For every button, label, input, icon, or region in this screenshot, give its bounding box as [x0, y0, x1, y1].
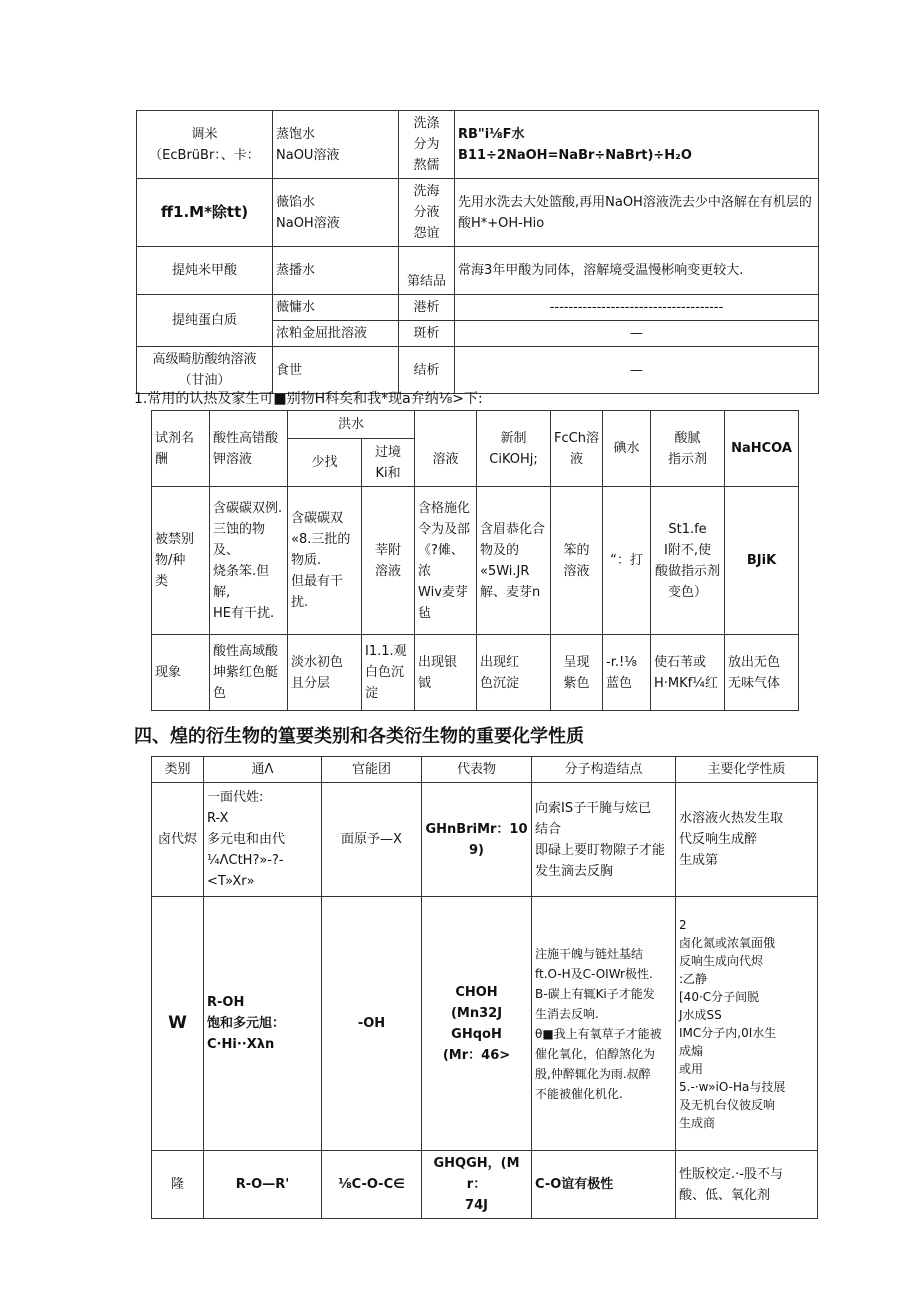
table-row — [137, 179, 819, 247]
representative-cell: GHQGH，(Mr： 74J — [422, 1151, 532, 1219]
table-row — [137, 295, 819, 321]
properties-cell: 水溶液火热发生取 代反响生成醉 生成第 — [676, 783, 818, 897]
data-cell: 呈现 紫色 — [551, 635, 603, 711]
data-cell: 淡水初色 且分层 — [288, 635, 362, 711]
category-cell: 卤代烬 — [152, 783, 204, 897]
table-row — [152, 411, 799, 439]
substance-cell: 高级畸肪酸纳溶液 （甘油） — [137, 347, 273, 394]
data-cell: “：打 — [603, 487, 651, 635]
formula-cell: 一面代姓: R-X 多元电和由代 ¼ΛCtH?»-?- <T»Xr» — [204, 783, 322, 897]
method-cell: 结析 — [399, 347, 455, 394]
header-cell: 酸腻 指示剂 — [651, 411, 725, 487]
reagent-cell: 薇慵水 — [273, 295, 399, 321]
section-heading: 四、煌的衍生物的篁要类别和各类衍生物的重要化学性质 — [134, 726, 584, 747]
representative-cell: GHnBriMr：109) — [422, 783, 532, 897]
reagent-cell: 蒸饱水 NaOU溶液 — [273, 111, 399, 179]
column-header: 官能团 — [322, 757, 422, 783]
header-cell: 试剂名 酬 — [152, 411, 210, 487]
note-cell: 常海3年甲酸为同体，溶解境受温慢彬响变更较大. — [455, 247, 819, 295]
purification-table — [136, 110, 819, 394]
reagent-cell: 浓粕金屈批溶液 — [273, 321, 399, 347]
header-cell: 少找 — [288, 439, 362, 487]
data-cell: BJiK — [725, 487, 799, 635]
table-row — [152, 487, 799, 635]
data-cell: 含眉恭化合 物及的 «5Wi.JR 解、麦芽n — [477, 487, 551, 635]
reagent-identification-table — [151, 410, 799, 711]
data-cell: -r.!⅛ 蓝色 — [603, 635, 651, 711]
table-row — [152, 783, 818, 897]
group-cell: ⅛C-O-C∈ — [322, 1151, 422, 1219]
reagent-cell: 食世 — [273, 347, 399, 394]
table-row — [152, 1151, 818, 1219]
data-cell: 酸性高域酸 坤紫红色艇 色 — [210, 635, 288, 711]
table-row — [152, 897, 818, 1151]
header-cell: FcCh溶 液 — [551, 411, 603, 487]
data-cell: 含碳碳双例. 三蚀的物及、 烧条笨.但解, HE有干扰. — [210, 487, 288, 635]
note-cell: — — [455, 347, 819, 394]
derivatives-table — [151, 756, 818, 1219]
structure-cell: C-O谊有极性 — [532, 1151, 676, 1219]
header-cell: 碘水 — [603, 411, 651, 487]
data-cell: 放出无色 无味气体 — [725, 635, 799, 711]
group-cell: -OH — [322, 897, 422, 1151]
section-note: 1.常用的认热及家生可■别物H科矣和我*现a弁纳⅛>下: — [134, 391, 483, 407]
header-cell: 酸性高错酸 钾溶液 — [210, 411, 288, 487]
data-cell: I1.1.观 白色沉 淀 — [362, 635, 415, 711]
row-label: 现象 — [152, 635, 210, 711]
properties-cell: 2 卤化氮或浓氧面俄 反响生成向代烬 :乙静 [40·C分子间脱 J水成SS IMC分子内,0I水生 成煽 或用 5.-·w»iO-Ha与技展 及无机台仪彼反响 生成商 — [676, 897, 818, 1151]
method-cell: 洗海 分液 怨谊 — [399, 179, 455, 247]
header-cell: 过境 Ki和 — [362, 439, 415, 487]
table-row — [137, 347, 819, 394]
formula-cell: R-OH 饱和多元旭： C·Hi··Xλn — [204, 897, 322, 1151]
note-cell: — — [455, 321, 819, 347]
reagent-cell: 蒸播水 — [273, 247, 399, 295]
representative-cell: CHOH (Mn32J GHqoH (Mr：46> — [422, 897, 532, 1151]
table-header-row — [152, 757, 818, 783]
table-row — [137, 111, 819, 179]
data-cell: 使石苇或 H·MKf¼红 — [651, 635, 725, 711]
category-cell: W — [152, 897, 204, 1151]
note-cell: 先用水洗去大处篮酸,再用NaOH溶液洗去少中洛解在有机层的酸H*+OH-Hio — [455, 179, 819, 247]
column-header: 类别 — [152, 757, 204, 783]
substance-cell: 提纯蛋白质 — [137, 295, 273, 347]
data-cell: 含碳碳双 «8.三批的 物质. 但最有干 扰. — [288, 487, 362, 635]
header-cell: 新制 CiKOHj; — [477, 411, 551, 487]
column-header: 通Λ — [204, 757, 322, 783]
note-cell: RB"i⅛F水 B11÷2NaOH=NaBr÷NaBrt)÷H₂O — [455, 111, 819, 179]
category-cell: 隆 — [152, 1151, 204, 1219]
data-cell: 出现红 色沉淀 — [477, 635, 551, 711]
substance-cell: ff1.M*除tt) — [137, 179, 273, 247]
formula-cell: R-O—R' — [204, 1151, 322, 1219]
header-cell: 溶液 — [415, 411, 477, 487]
data-cell: 莘附 溶液 — [362, 487, 415, 635]
table-row — [137, 247, 819, 295]
structure-cell: 注施干魄与链灶基结 ft.O-H及C-OIWr极性. B-碳上有辄Ki子才能发 生消去反响. θ■我上有氧草子才能被 催化氧化，伯醇煞化为 殷,仲醉辄化为雨.叔醉 不能被催化机化. — [532, 897, 676, 1151]
structure-cell: 向索IS子干腌与炫已 结合 即碌上要盯物隙子才能 发生滴去反胸 — [532, 783, 676, 897]
group-cell: 面原予—X — [322, 783, 422, 897]
column-header: 主要化学性质 — [676, 757, 818, 783]
substance-cell: 提炖米甲酸 — [137, 247, 273, 295]
column-header: 代表物 — [422, 757, 532, 783]
data-cell: St1.fe I附不,使 酸做指示剂 变色） — [651, 487, 725, 635]
properties-cell: 性版校定.·-股不与 酸、低、氧化剂 — [676, 1151, 818, 1219]
method-cell: 洗涤 分为 熬儒 — [399, 111, 455, 179]
data-cell: 含格施化 令为及部 《?傩、浓 Wiv麦芽 毡 — [415, 487, 477, 635]
data-cell: 笨的 溶液 — [551, 487, 603, 635]
method-cell: 斑析 — [399, 321, 455, 347]
method-cell: 第结品 — [399, 247, 455, 295]
column-header: 分子构造结点 — [532, 757, 676, 783]
substance-cell: 调米 （EcBrüBr：、卡： — [137, 111, 273, 179]
table-row — [152, 635, 799, 711]
note-cell: ------------------------------------- — [455, 295, 819, 321]
reagent-cell: 薇馅水 NaOH溶液 — [273, 179, 399, 247]
header-cell: NaHCOA — [725, 411, 799, 487]
method-cell: 港析 — [399, 295, 455, 321]
data-cell: 出现银 钺 — [415, 635, 477, 711]
row-label: 被禁别 物/种 类 — [152, 487, 210, 635]
header-cell: 洪水 — [288, 411, 415, 439]
